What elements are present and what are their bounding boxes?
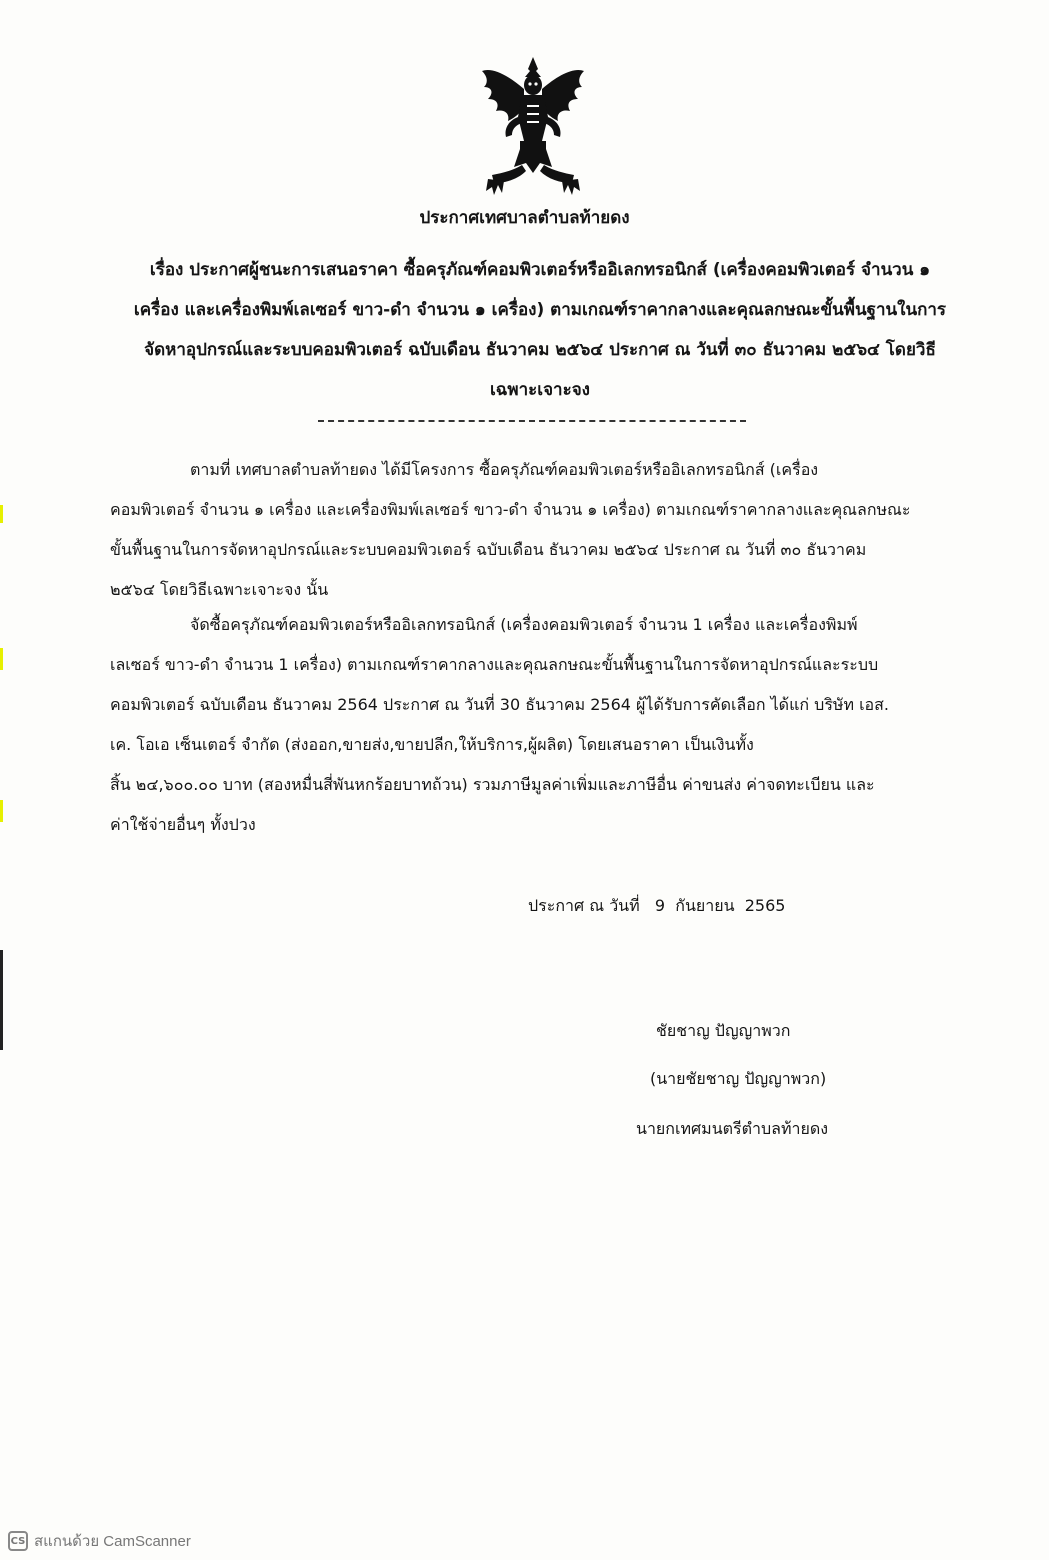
signature-full-name: (นายชัยชาญ ปัญญาพวก)	[650, 1069, 827, 1088]
subject-line: จัดหาอุปกรณ์และระบบคอมพิวเตอร์ ฉบับเดือน ธันวาคม ๒๕๖๔ ประกาศ ณ วันที่ ๓๐ ธันวาคม ๒๕๖๔ โดยวิธี	[144, 340, 936, 360]
section-divider	[318, 420, 746, 422]
camscanner-watermark	[8, 1530, 191, 1552]
announce-date: ประกาศ ณ วันที่ 9 กันยายน 2565	[528, 896, 786, 915]
paragraph-line: ตามที่ เทศบาลตำบลท้ายดง ได้มีโครงการ ซื้อครุภัณฑ์คอมพิวเตอร์หรืออิเลกทรอนิกส์ (เครื่อง	[190, 460, 819, 479]
scan-edge-mark	[0, 800, 3, 822]
scan-edge-mark	[0, 505, 3, 523]
subject-line: เรื่อง ประกาศผู้ชนะการเสนอราคา ซื้อครุภัณฑ์คอมพิวเตอร์หรืออิเลกทรอนิกส์ (เครื่องคอมพิวเตอร์ จำนวน ๑	[149, 260, 931, 280]
garuda-emblem-icon	[478, 55, 588, 200]
paragraph-line: ขั้นพื้นฐานในการจัดหาอุปกรณ์และระบบคอมพิวเตอร์ ฉบับเดือน ธันวาคม ๒๕๖๔ ประกาศ ณ วันที่ ๓๐ ธันวาคม	[110, 540, 867, 559]
subject-line: เครื่อง และเครื่องพิมพ์เลเซอร์ ขาว-ดำ จำนวน ๑ เครื่อง) ตามเกณฑ์ราคากลางและคุณลกษณะขั้นพื้นฐานในการ	[133, 300, 947, 320]
signature-name: ชัยชาญ ปัญญาพวก	[656, 1021, 791, 1040]
scan-edge-mark	[0, 950, 3, 1050]
document-title: ประกาศเทศบาลตำบลท้ายดง	[419, 208, 630, 228]
paragraph-winner	[110, 605, 970, 845]
scan-edge-mark	[0, 648, 3, 670]
paragraph-line: เลเซอร์ ขาว-ดำ จำนวน 1 เครื่อง) ตามเกณฑ์ราคากลางและคุณลกษณะขั้นพื้นฐานในการจัดหาอุปกรณ์และระบบ	[110, 655, 879, 674]
paragraph-line: คอมพิวเตอร์ จำนวน ๑ เครื่อง และเครื่องพิมพ์เลเซอร์ ขาว-ดำ จำนวน ๑ เครื่อง) ตามเกณฑ์ราคากลางและคุณลกษณะ	[110, 500, 911, 519]
paragraph-line: คอมพิวเตอร์ ฉบับเดือน ธันวาคม 2564 ประกาศ ณ วันที่ 30 ธันวาคม 2564 ผู้ได้รับการคัดเลือก ได้แก่ บริษัท เอส.	[110, 695, 890, 714]
signature-position: นายกเทศมนตรีตำบลท้ายดง	[636, 1119, 829, 1138]
paragraph-line: ๒๕๖๔ โดยวิธีเฉพาะเจาะจง นั้น	[110, 580, 329, 599]
paragraph-line: เค. โอเอ เซ็นเตอร์ จำกัด (ส่งออก,ขายส่ง,ขายปลีก,ให้บริการ,ผู้ผลิต) โดยเสนอราคา เป็นเงินทั้ง	[110, 735, 754, 754]
paragraph-line: ค่าใช้จ่ายอื่นๆ ทั้งปวง	[110, 815, 256, 834]
watermark-text: สแกนด้วย CamScanner	[34, 1533, 191, 1550]
paragraph-line: จัดซื้อครุภัณฑ์คอมพิวเตอร์หรืออิเลกทรอนิกส์ (เครื่องคอมพิวเตอร์ จำนวน 1 เครื่อง และเครื่องพิมพ์	[190, 615, 858, 634]
subject-block	[100, 250, 980, 410]
paragraph-intro	[110, 450, 970, 610]
paragraph-line: สิ้น ๒๔,๖๐๐.๐๐ บาท (สองหมื่นสี่พันหกร้อยบาทถ้วน) รวมภาษีมูลค่าเพิ่มและภาษีอื่น ค่าขนส่ง ค่าจดทะเบียน และ	[110, 775, 875, 794]
subject-line: เฉพาะเจาะจง	[490, 380, 590, 400]
camscanner-icon: CS	[8, 1531, 28, 1551]
